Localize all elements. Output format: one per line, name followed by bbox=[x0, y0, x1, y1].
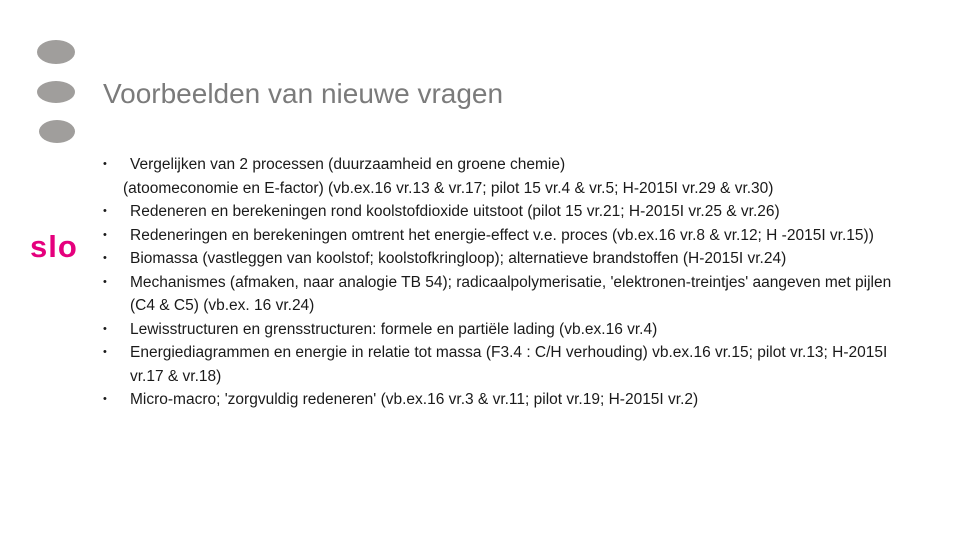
bullet-item bbox=[100, 200, 900, 224]
bullet-marker: • bbox=[103, 393, 107, 405]
bullet-text: Vergelijken van 2 processen (duurzaamheid en groene chemie) bbox=[130, 156, 566, 173]
slo-logo: slo bbox=[30, 229, 78, 264]
bullet-marker: • bbox=[103, 158, 107, 170]
bullet-item bbox=[100, 153, 900, 200]
bullet-marker: • bbox=[103, 322, 107, 335]
decorative-dot-3 bbox=[39, 120, 75, 143]
bullet-text-continuation: (atoomeconomie en E-factor) (vb.ex.16 vr.13 & vr.17; pilot 15 vr.4 & vr.5; H-2015I vr.29 & vr.30) bbox=[123, 179, 774, 197]
decorative-dot-1 bbox=[37, 40, 75, 64]
bullet-item bbox=[100, 318, 900, 342]
bullet-marker: • bbox=[103, 346, 107, 358]
bullet-marker: • bbox=[103, 252, 107, 264]
bullet-item bbox=[100, 224, 900, 248]
slide-title: Voorbeelden van nieuwe vragen bbox=[103, 78, 504, 109]
bullet-item bbox=[100, 388, 900, 412]
bullet-text: Mechanismes (afmaken, naar analogie TB 54); radicaalpolymerisatie, 'elektronen-treintjes' aangeven met pijlen (C4 & C5) (vb.ex. 16 vr.24) bbox=[130, 273, 892, 314]
bullet-item bbox=[100, 247, 900, 271]
bullet-marker: • bbox=[103, 228, 107, 241]
bullet-text: Biomassa (vastleggen van koolstof; koolstofkringloop); alternatieve brandstoffen (H-2015I vr.24) bbox=[130, 250, 787, 267]
bullet-marker: • bbox=[103, 205, 107, 217]
bullet-item bbox=[100, 341, 900, 388]
bullet-text: Energiediagrammen en energie in relatie tot massa (F3.4 : C/H verhouding) vb.ex.16 vr.15; pilot vr.13; H-2015I vr.17 & vr.18) bbox=[130, 344, 888, 385]
bullet-text: Micro-macro; 'zorgvuldig redeneren' (vb.ex.16 vr.3 & vr.11; pilot vr.19; H-2015I vr.2) bbox=[130, 391, 699, 408]
bullet-marker: • bbox=[103, 275, 107, 288]
bullet-text: Lewisstructuren en grensstructuren: formele en partiële lading (vb.ex.16 vr.4) bbox=[130, 320, 658, 338]
bullet-item bbox=[100, 271, 900, 318]
bullet-text: Redeneringen en berekeningen omtrent het energie-effect v.e. proces (vb.ex.16 vr.8 & vr.12; H -2015I vr.15)) bbox=[130, 226, 874, 244]
bullet-text: Redeneren en berekeningen rond koolstofdioxide uitstoot (pilot 15 vr.21; H-2015I vr.25 & vr.26) bbox=[130, 203, 780, 220]
decorative-dot-2 bbox=[37, 81, 75, 103]
bullet-list bbox=[100, 153, 900, 412]
